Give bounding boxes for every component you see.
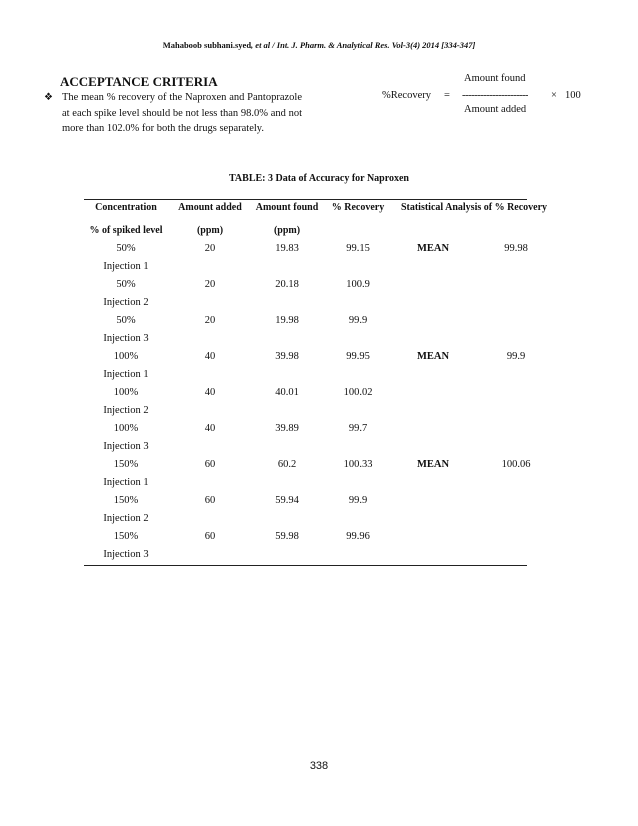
- cell-stat-label: MEAN: [416, 459, 450, 470]
- cell-level: 150%: [113, 495, 139, 506]
- cell-recovery: 99.95: [346, 351, 370, 362]
- cell-recovery: 99.9: [348, 315, 368, 326]
- cell-level: 50%: [116, 279, 136, 290]
- cell-amount-found: 40.01: [275, 387, 299, 398]
- cell-recovery: 99.15: [346, 243, 370, 254]
- cell-recovery: 99.7: [348, 423, 368, 434]
- cell-amount-added: 40: [204, 351, 216, 362]
- acceptance-criteria-heading: ACCEPTANCE CRITERIA: [60, 74, 218, 89]
- formula-lhs: %Recovery: [382, 90, 431, 101]
- diamond-bullet-icon: ❖: [44, 92, 53, 103]
- header-statistical-analysis: Statistical Analysis of % Recovery: [400, 202, 548, 213]
- cell-level: 150%: [113, 531, 139, 542]
- running-header: [0, 40, 638, 50]
- cell-injection: Injection 3: [103, 333, 149, 344]
- cell-injection: Injection 3: [103, 549, 149, 560]
- cell-amount-added: 60: [204, 531, 216, 542]
- cell-level: 50%: [116, 243, 136, 254]
- cell-recovery: 100.9: [346, 279, 370, 290]
- formula-denominator: Amount added: [464, 104, 527, 115]
- table-top-rule: [84, 199, 527, 200]
- cell-amount-added: 20: [204, 315, 216, 326]
- cell-injection: Injection 3: [103, 441, 149, 452]
- cell-stat-value: 99.9: [506, 351, 526, 362]
- cell-stat-value: 100.06: [501, 459, 531, 470]
- cell-amount-added: 40: [204, 387, 216, 398]
- header-journal: / Int. J. Pharm. & Analytical Res. Vol-3(4) 2014 [334-347]: [270, 40, 476, 50]
- cell-amount-found: 59.94: [275, 495, 299, 506]
- page-number: 338: [309, 760, 329, 772]
- header-author: Mahaboob subhani.syed: [162, 40, 252, 50]
- cell-injection: Injection 2: [103, 513, 149, 524]
- formula-fraction-bar: ----------------------: [462, 90, 528, 101]
- cell-level: 50%: [116, 315, 136, 326]
- formula-times: ×: [551, 90, 557, 101]
- header-amount-added-unit: (ppm): [196, 225, 224, 236]
- formula-equals: =: [444, 90, 450, 101]
- cell-level: 100%: [113, 387, 139, 398]
- cell-recovery: 99.96: [346, 531, 370, 542]
- cell-level: 150%: [113, 459, 139, 470]
- header-amount-found-unit: (ppm): [273, 225, 301, 236]
- cell-amount-found: 39.98: [275, 351, 299, 362]
- cell-injection: Injection 1: [103, 477, 149, 488]
- header-concentration: Concentration: [95, 202, 157, 213]
- cell-amount-found: 59.98: [275, 531, 299, 542]
- cell-recovery: 99.9: [348, 495, 368, 506]
- cell-stat-value: 99.98: [504, 243, 528, 254]
- formula-numerator: Amount found: [464, 73, 526, 84]
- cell-amount-found: 19.83: [275, 243, 299, 254]
- cell-amount-added: 60: [204, 495, 216, 506]
- cell-recovery: 100.33: [343, 459, 373, 470]
- cell-amount-found: 60.2: [277, 459, 297, 470]
- table-title: TABLE: 3 Data of Accuracy for Naproxen: [229, 173, 409, 184]
- cell-amount-found: 39.89: [275, 423, 299, 434]
- cell-level: 100%: [113, 351, 139, 362]
- header-concentration-sub: % of spiked level: [89, 225, 163, 236]
- cell-stat-label: MEAN: [416, 243, 450, 254]
- cell-amount-added: 60: [204, 459, 216, 470]
- cell-amount-added: 20: [204, 279, 216, 290]
- cell-stat-label: MEAN: [416, 351, 450, 362]
- acceptance-criteria-text: The mean % recovery of the Naproxen and Pantoprazole at each spike level should be not less than 98.0% and not more than 102.0% for both the drugs separately.: [62, 92, 302, 134]
- cell-injection: Injection 2: [103, 297, 149, 308]
- header-amount-added: Amount added: [178, 202, 242, 213]
- header-recovery: % Recovery: [331, 202, 385, 213]
- cell-level: 100%: [113, 423, 139, 434]
- cell-recovery: 100.02: [343, 387, 373, 398]
- cell-amount-added: 20: [204, 243, 216, 254]
- cell-amount-found: 19.98: [275, 315, 299, 326]
- acceptance-criteria-bullet: [46, 90, 302, 137]
- table-bottom-rule: [84, 565, 527, 566]
- cell-injection: Injection 1: [103, 261, 149, 272]
- header-amount-found: Amount found: [255, 202, 319, 213]
- cell-amount-added: 40: [204, 423, 216, 434]
- cell-amount-found: 20.18: [275, 279, 299, 290]
- cell-injection: Injection 2: [103, 405, 149, 416]
- formula-factor: 100: [565, 90, 581, 101]
- cell-injection: Injection 1: [103, 369, 149, 380]
- recovery-formula: [382, 73, 602, 123]
- header-etal: , et al: [251, 40, 271, 50]
